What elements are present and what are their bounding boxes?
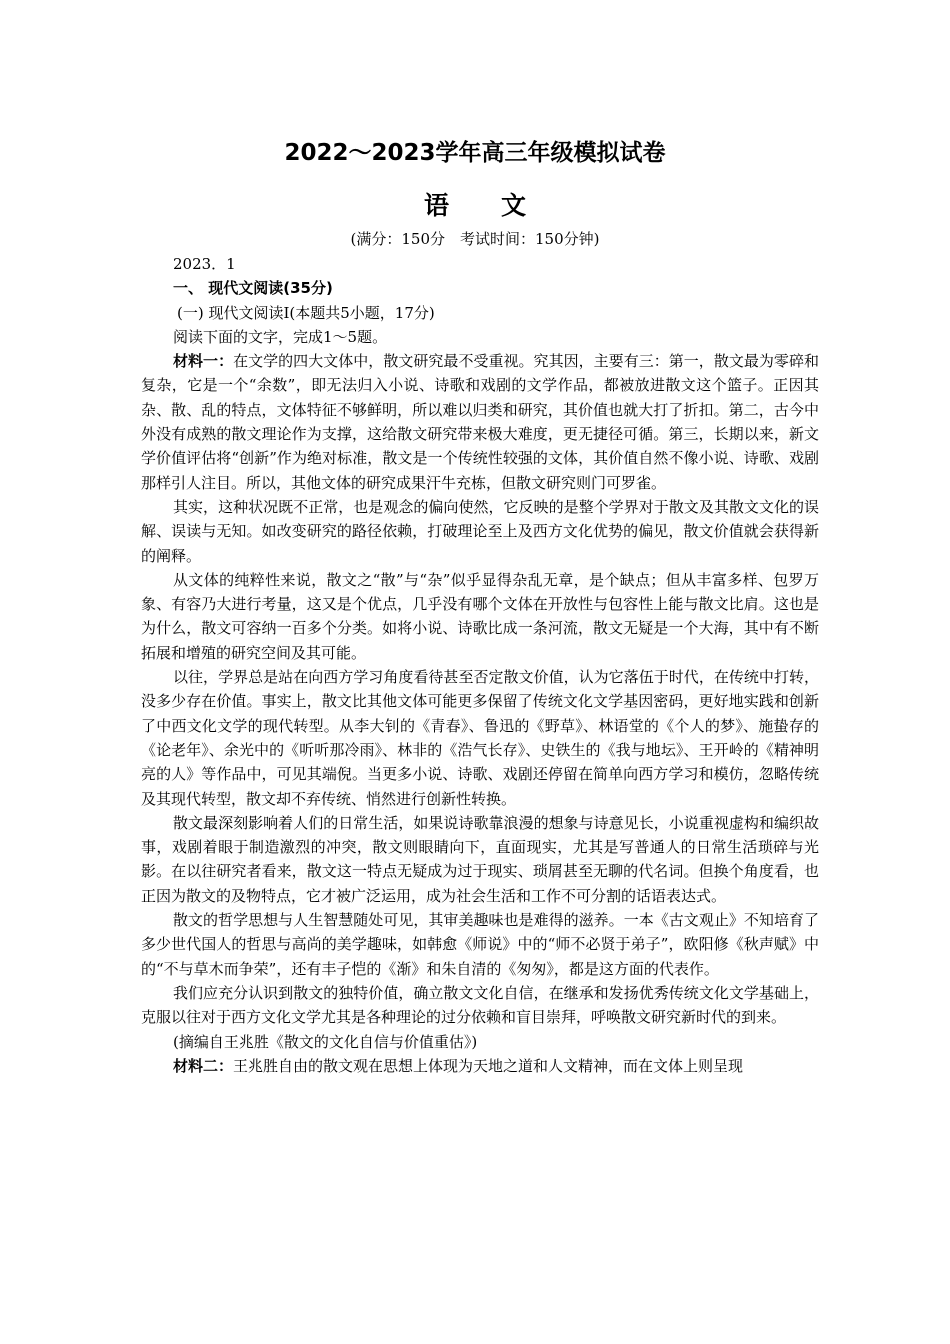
material-one-label: 材料一： — [173, 352, 234, 371]
paragraph: 以往，学界总是站在向西方学习角度看待甚至否定散文价值，认为它落伍于时代，在传统中打转，没多少存在价值。事实上，散文比其他文体可能更多保留了传统文化文学基因密码，更好地实践和创新了中西文化文学的现代转型。从李大钊的《青春》、鲁迅的《野草》、林语堂的《个人的梦》、施蛰存的《论老年》、余光中的《听听那冷雨》、林非的《浩气长存》、史铁生的《我与地坛》、王开岭的《精神明亮的人》等作品中，可见其端倪。当更多小说、诗歌、戏剧还停留在简单向西方学习和模仿，忽略传统及其现代转型，散文却不弃传统、悄然进行创新性转换。 — [141, 668, 819, 808]
paragraph-text: 在文学的四大文体中，散文研究最不受重视。究其因，主要有三：第一，散文最为零碎和复杂，它是一个“余数”，即无法归入小说、诗歌和戏剧的文学作品，都被放进散文这个篮子。正因其杂、散、乱的特点，文体特征不够鲜明，所以难以归类和研究，其价值也就大打了折扣。第二，古今中外没有成熟的散文理论作为支撑，这给散文研究带来极大难度，更无捷径可循。第三，长期以来，新文学价值评估将“创新”作为绝对标准，散文是一个传统性较强的文体，其价值自然不像小说、诗歌、戏剧那样引人注目。所以，其他文体的研究成果汗牛充栋，但散文研究则门可罗雀。 — [141, 352, 819, 492]
exam-title: 2022～2023学年高三年级模拟试卷 — [284, 140, 666, 166]
exam-body — [141, 252, 819, 1078]
subject-char-2: 文 — [501, 191, 527, 220]
material-two-label: 材料二： — [173, 1056, 234, 1075]
exam-meta: (满分：150分 考试时间：150分钟) — [350, 230, 600, 248]
subject-title — [0, 186, 950, 222]
paragraph: 我们应充分认识到散文的独特价值，确立散文文化自信，在继承和发扬优秀传统文化文学基础上，克服以往对于西方文化文学尤其是各种理论的过分依赖和盲目崇拜，呼唤散文研究新时代的到来。 — [141, 983, 819, 1027]
subject-char-1: 语 — [423, 191, 449, 220]
sub-section-heading: (一) 现代文阅读Ⅰ(本题共5小题，17分) — [177, 303, 435, 322]
paragraph: 其实，这种状况既不正常，也是观念的偏向使然，它反映的是整个学界对于散文及其散文文化的误解、误读与无知。如改变研究的路径依赖，打破理论至上及西方文化优势的偏见，散文价值就会获得新的阐释。 — [141, 497, 819, 565]
reading-instruction: 阅读下面的文字，完成1～5题。 — [173, 327, 388, 346]
material-one-paragraph — [141, 349, 819, 495]
material-two-paragraph — [141, 1054, 819, 1078]
section-heading: 一、 现代文阅读(35分) — [173, 279, 333, 298]
paragraph: 从文体的纯粹性来说，散文之“散”与“杂”似乎显得杂乱无章，是个缺点；但从丰富多样、包罗万象、有容乃大进行考量，这又是个优点，几乎没有哪个文体在开放性与包容性上能与散文比肩。这也是为什么，散文可容纳一百多个分类。如将小说、诗歌比成一条河流，散文无疑是一个大海，其中有不断拓展和增殖的研究空间及其可能。 — [141, 570, 819, 662]
paragraph: 散文的哲学思想与人生智慧随处可见，其审美趣味也是难得的滋养。一本《古文观止》不知培育了多少世代国人的哲思与高尚的美学趣味，如韩愈《师说》中的“师不必贤于弟子”，欧阳修《秋声赋》中的“不与草木而争荣”，还有丰子恺的《渐》和朱自清的《匆匆》，都是这方面的代表作。 — [141, 911, 819, 978]
material-one-source: (摘编自王兆胜《散文的文化自信与价值重估》) — [173, 1032, 478, 1051]
paragraph-text: 王兆胜自由的散文观在思想上体现为天地之道和人文精神，而在文体上则呈现 — [233, 1056, 744, 1075]
exam-date: 2023．1 — [173, 255, 236, 273]
paragraph: 散文最深刻影响着人们的日常生活，如果说诗歌靠浪漫的想象与诗意见长，小说重视虚构和编织故事，戏剧着眼于制造激烈的冲突，散文则眼睛向下，直面现实，尤其是写普通人的日常生活琐碎与光影。在以往研究者看来，散文这一特点无疑成为过于现实、琐屑甚至无聊的代名词。但换个角度看，也正因为散文的及物特点，它才被广泛运用，成为社会生活和工作不可分割的话语表达式。 — [141, 813, 819, 905]
